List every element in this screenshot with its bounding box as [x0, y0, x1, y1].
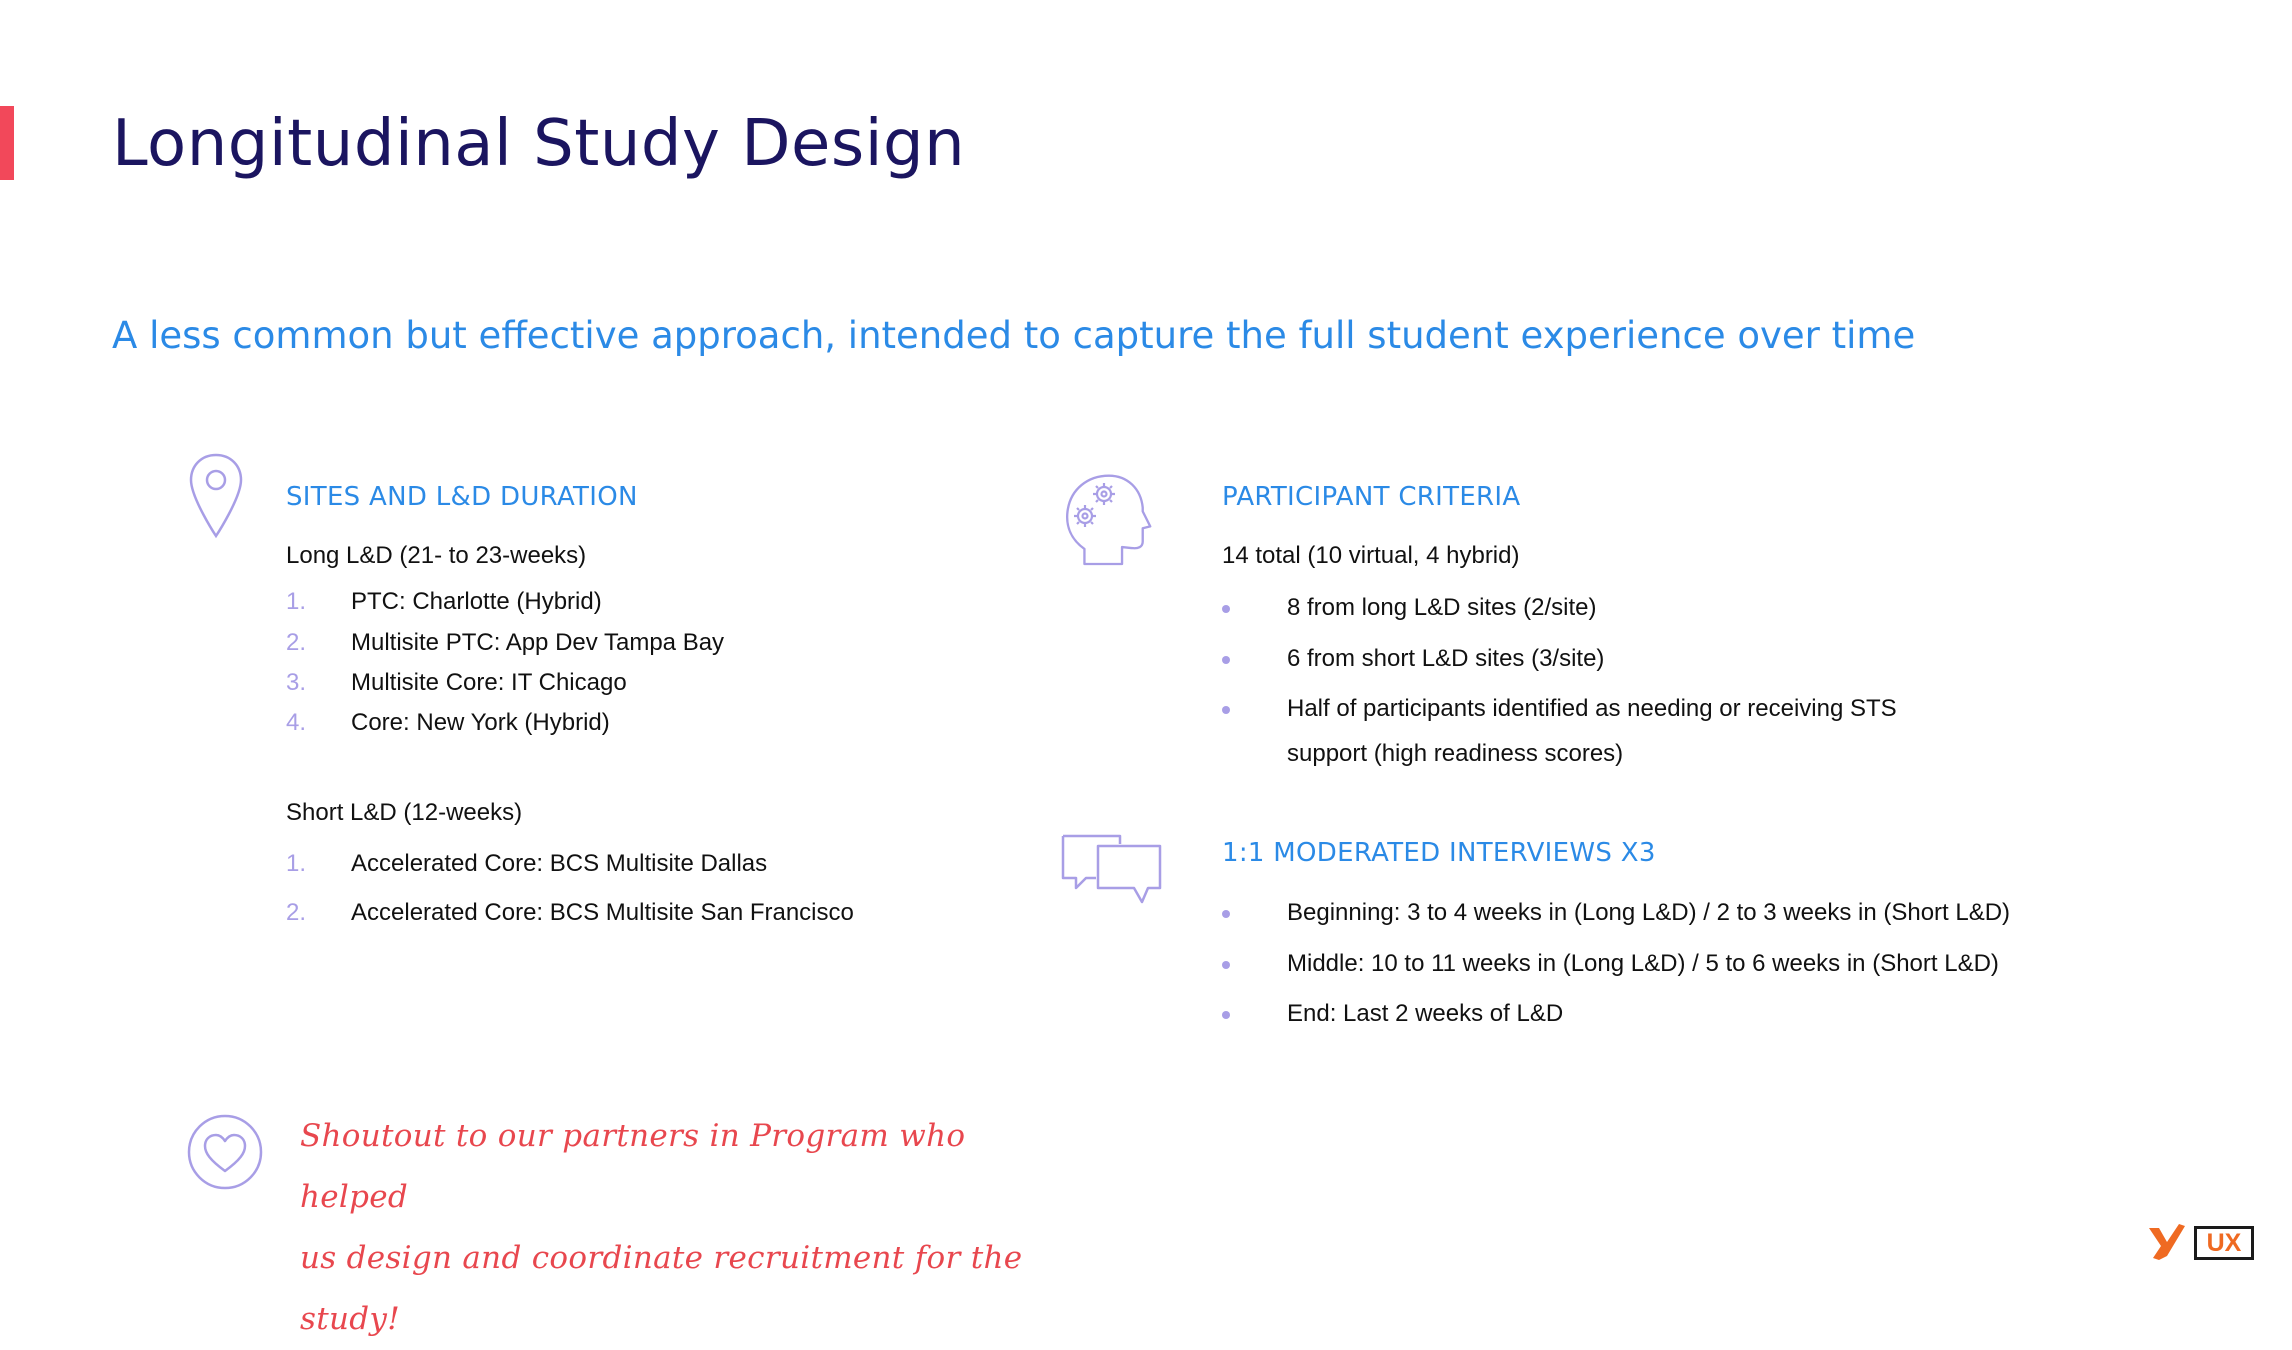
long-ld-label: Long L&D (21- to 23-weeks)	[286, 542, 587, 569]
list-number: 4.	[286, 709, 307, 736]
shoutout-text	[300, 1106, 1060, 1350]
list-item: Core: New York (Hybrid)	[351, 709, 610, 736]
list-item-continuation: support (high readiness scores)	[1287, 740, 1624, 767]
page-subtitle: A less common but effective approach, intended to capture the full student experience over time	[112, 314, 1916, 357]
interviews-heading: 1:1 MODERATED INTERVIEWS X3	[1222, 838, 1656, 868]
list-number: 1.	[286, 588, 307, 615]
short-ld-label: Short L&D (12-weeks)	[286, 799, 523, 826]
list-number: 2.	[286, 899, 307, 926]
accent-bar	[0, 106, 14, 180]
list-item: PTC: Charlotte (Hybrid)	[351, 588, 602, 615]
sites-heading: SITES AND L&D DURATION	[286, 482, 638, 512]
bullet-dot	[1222, 961, 1230, 969]
list-item: 8 from long L&D sites (2/site)	[1287, 594, 1597, 621]
chat-bubbles-icon	[1060, 832, 1164, 908]
bullet-dot	[1222, 910, 1230, 918]
bullet-dot	[1222, 706, 1230, 714]
bullet-dot	[1222, 605, 1230, 613]
list-item: Beginning: 3 to 4 weeks in (Long L&D) / 2 to 3 weeks in (Short L&D)	[1287, 899, 2011, 926]
list-number: 3.	[286, 669, 307, 696]
brand-logo-icon	[2145, 1222, 2187, 1267]
list-item: Accelerated Core: BCS Multisite San Francisco	[351, 899, 854, 926]
ux-badge: UX	[2194, 1226, 2254, 1260]
shoutout-line-1: Shoutout to our partners in Program who helped	[300, 1118, 966, 1215]
list-item: End: Last 2 weeks of L&D	[1287, 1000, 1564, 1027]
criteria-total: 14 total (10 virtual, 4 hybrid)	[1222, 542, 1520, 569]
bullet-dot	[1222, 656, 1230, 664]
location-pin-icon	[188, 452, 244, 540]
page-title: Longitudinal Study Design	[112, 107, 966, 181]
list-item: Accelerated Core: BCS Multisite Dallas	[351, 850, 768, 877]
bullet-dot	[1222, 1011, 1230, 1019]
list-item: Multisite Core: IT Chicago	[351, 669, 627, 696]
list-number: 1.	[286, 850, 307, 877]
criteria-heading: PARTICIPANT CRITERIA	[1222, 482, 1521, 512]
list-item: Half of participants identified as needing or receiving STS	[1287, 695, 1897, 722]
list-item: 6 from short L&D sites (3/site)	[1287, 645, 1605, 672]
shoutout-line-2: us design and coordinate recruitment for the study!	[300, 1240, 1023, 1337]
head-gears-icon	[1060, 470, 1152, 574]
list-item: Middle: 10 to 11 weeks in (Long L&D) / 5 to 6 weeks in (Short L&D)	[1287, 950, 1999, 977]
heart-icon	[186, 1113, 264, 1191]
list-number: 2.	[286, 629, 307, 656]
list-item: Multisite PTC: App Dev Tampa Bay	[351, 629, 725, 656]
